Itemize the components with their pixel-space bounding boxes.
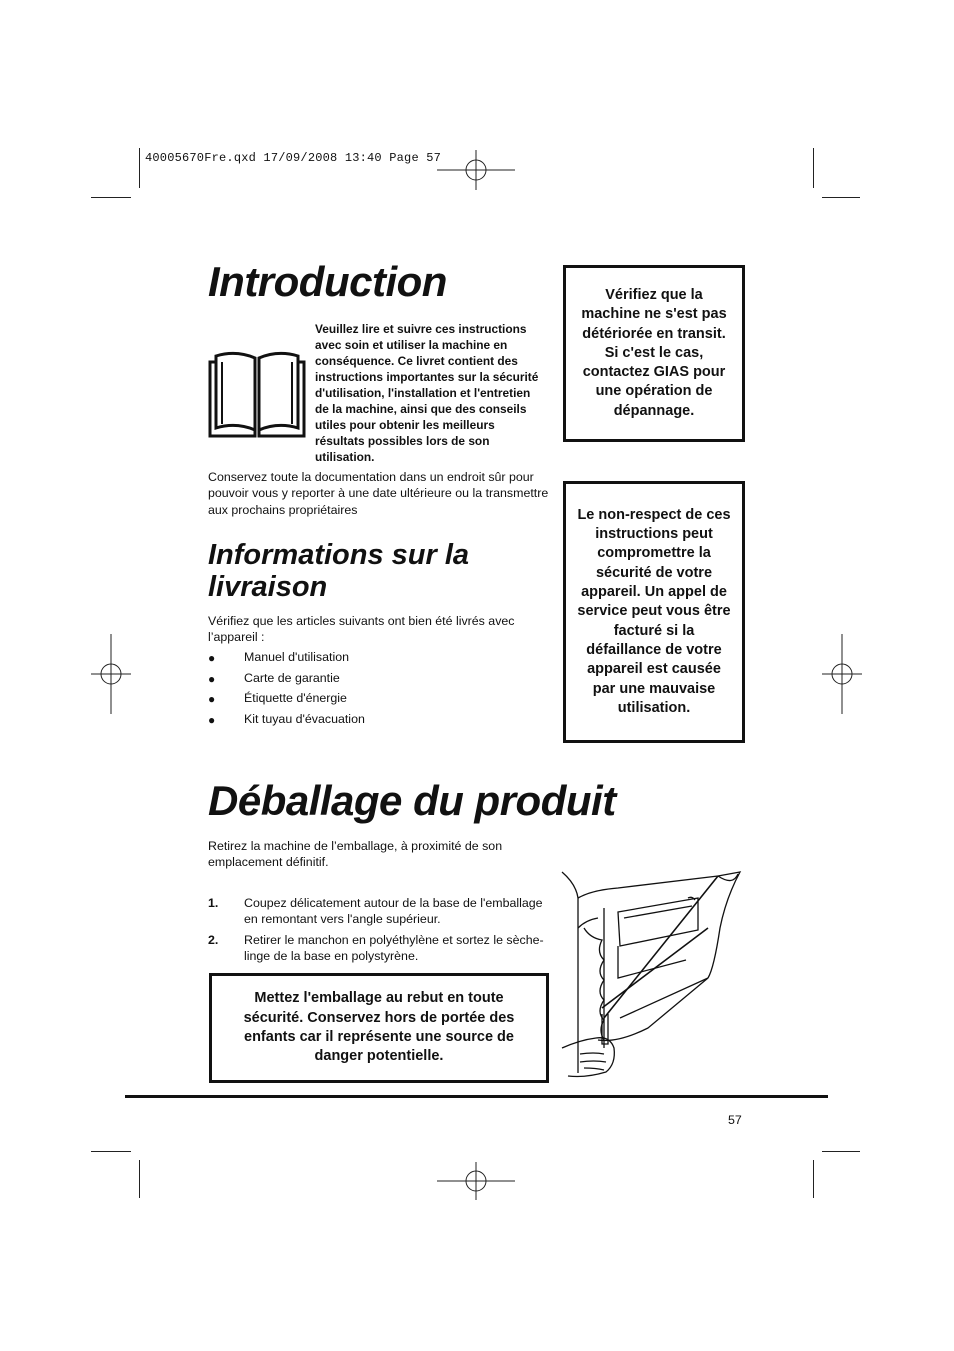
bullet: ● [208,712,216,727]
list-item [208,691,548,712]
transit-check-box [563,265,745,442]
list-item [208,671,548,692]
crosshair-top-icon [437,150,515,190]
bullet: ● [208,651,216,665]
unpacking-intro-text: Retirez la machine de l’emballage, à proximité de son emplacement définitif. [208,839,503,870]
noncompliance-warning-text: Le non-respect de ces instructions peut compromettre la sécurité de votre appareil. Un appel de service peut vous être facturé si la défaillance de votre appareil est causée par une mauvaise utilisation. [577,506,731,716]
keep-documentation-text: Conservez toute la documentation dans un endroit sûr pour pouvoir vous y reporter à une date ultérieure ou la transmettre aux prochains propriétaires [208,470,549,517]
list-item [208,712,548,733]
disposal-warning-text: Mettez l'emballage au rebut en toute sécurité. Conservez hors de portée des enfants car il représente une source de danger potentielle. [243,990,515,1065]
dryer-unpacking-illustration [558,868,758,1080]
disposal-warning-box [209,973,549,1083]
step-number: 2. [208,932,219,947]
noncompliance-warning-box [563,481,745,743]
step-item [208,895,548,928]
unpacking-steps [208,895,548,969]
print-slug: 40005670Fre.qxd 17/09/2008 13:40 Page 57 [145,151,442,165]
item-text: Kit tuyau d'évacuation [244,711,365,726]
crosshair-left-icon [91,634,131,714]
intro-title: Introduction [208,258,447,305]
footer-rule [125,1095,828,1098]
delivery-items-list [208,650,548,732]
bullet: ● [208,692,216,706]
manual-instructions-text: Veuillez lire et suivre ces instructions avec soin et utiliser la machine en conséquence. Ce livret contient des instructions importantes sur la sécurité d'utilisation, l'installation et l'entretien de la machine, ainsi que des conseils utiles pour obtenir les meilleurs résultats possibles lors de son utilisation. [315,322,539,464]
transit-check-text: Vérifiez que la machine ne s'est pas détériorée en transit. Si c'est le cas, contactez GIAS pour une opération de dépannage. [581,286,727,419]
item-text: Carte de garantie [244,670,340,685]
list-item [208,650,548,671]
item-text: Étiquette d'énergie [244,691,347,705]
crosshair-bottom-icon [437,1162,515,1200]
unpacking-title: Déballage du produit [208,777,616,824]
page-number: 57 [728,1113,742,1127]
delivery-check-text: Vérifiez que les articles suivants ont bien été livrés avec l’appareil : [208,614,515,645]
step-text: Retirer le manchon en polyéthylène et sortez le sèche-linge de la base en polystyrène. [244,932,544,964]
open-book-icon [208,350,306,438]
delivery-title: Informations sur la livraison [208,539,470,603]
step-item [208,932,548,965]
step-text: Coupez délicatement autour de la base de l'emballage en remontant vers l'angle supérieur. [244,896,543,927]
bullet: ● [208,671,216,686]
crosshair-right-icon [822,634,862,714]
item-text: Manuel d'utilisation [244,650,349,664]
step-number: 1. [208,896,219,910]
